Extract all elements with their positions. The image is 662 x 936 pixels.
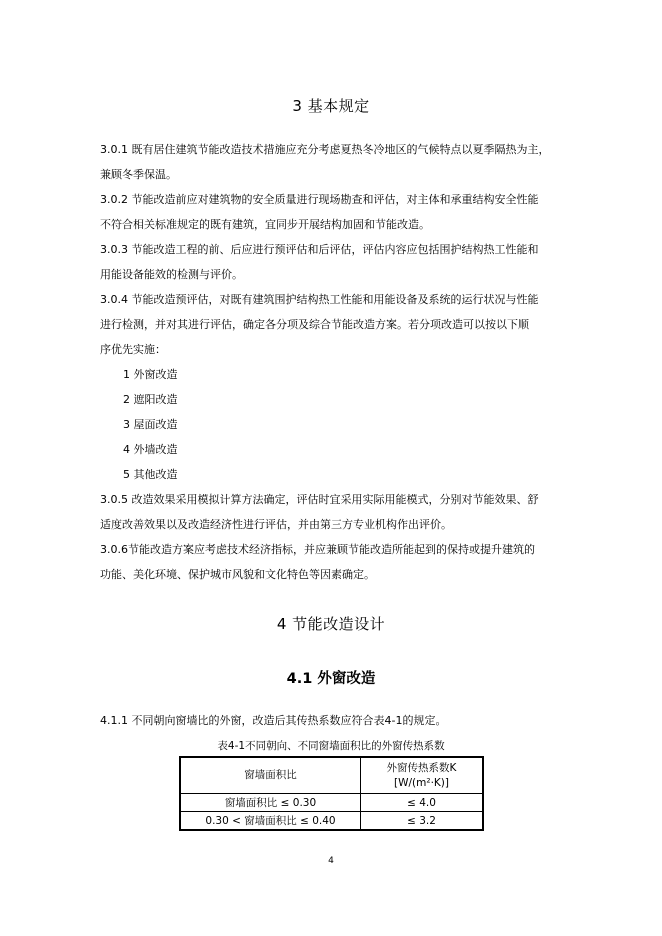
clause-line: 3.0.6节能改造方案应考虑技术经济指标，并应兼顾节能改造所能起到的保持或提升建筑的 bbox=[100, 543, 535, 556]
clause-line: 用能设备能效的检测与评价。 bbox=[100, 268, 243, 281]
k-cell: ≤ 4.0 bbox=[361, 794, 484, 812]
k-cell: ≤ 3.2 bbox=[361, 812, 484, 831]
clause-line: 适度改善效果以及改造经济性进行评估，并由第三方专业机构作出评价。 bbox=[100, 518, 452, 531]
section-3-heading: 3 基本规定 bbox=[292, 97, 370, 115]
clause-line: 序优先实施： bbox=[100, 343, 166, 356]
list-item: 3 屋面改造 bbox=[123, 418, 178, 431]
ratio-cell: 窗墙面积比 ≤ 0.30 bbox=[180, 794, 361, 812]
list-item: 2 遮阳改造 bbox=[123, 393, 178, 406]
clause-line: 兼顾冬季保温。 bbox=[100, 168, 177, 181]
subsection-4-1-heading: 4.1 外窗改造 bbox=[286, 671, 376, 687]
clause-line: 3.0.2 节能改造前应对建筑物的安全质量进行现场勘查和评估，对主体和承重结构安全性能 bbox=[100, 193, 539, 206]
clause-line: 不符合相关标准规定的既有建筑，宜同步开展结构加固和节能改造。 bbox=[100, 218, 430, 231]
ratio-cell: 0.30 < 窗墙面积比 ≤ 0.40 bbox=[180, 812, 361, 831]
list-item: 1 外窗改造 bbox=[123, 368, 178, 381]
table-caption: 表4-1不同朝向、不同窗墙面积比的外窗传热系数 bbox=[217, 740, 445, 752]
clause-4-1-1: 4.1.1 不同朝向窗墙比的外窗，改造后其传热系数应符合表4-1的规定。 bbox=[100, 714, 447, 727]
header-k-line2: [W/(m²·K)] bbox=[394, 776, 449, 789]
window-heat-transfer-table bbox=[179, 756, 484, 831]
list-item: 5 其他改造 bbox=[123, 468, 178, 481]
clause-line: 3.0.1 既有居住建筑节能改造技术措施应充分考虑夏热冬冷地区的气候特点以夏季隔热为主， bbox=[100, 143, 550, 156]
clause-line: 进行检测，并对其进行评估，确定各分项及综合节能改造方案。若分项改造可以按以下顺 bbox=[100, 318, 529, 331]
section-4-heading: 4 节能改造设计 bbox=[276, 615, 386, 633]
header-ratio: 窗墙面积比 bbox=[180, 757, 361, 794]
clause-line: 3.0.4 节能改造预评估，对既有建筑围护结构热工性能和用能设备及系统的运行状况与性能 bbox=[100, 293, 539, 306]
table-row bbox=[180, 794, 483, 812]
table-header-row bbox=[180, 757, 483, 794]
list-item: 4 外墙改造 bbox=[123, 443, 178, 456]
page-number: 4 bbox=[328, 856, 334, 866]
header-k bbox=[361, 757, 484, 794]
clause-line: 功能、美化环境、保护城市风貌和文化特色等因素确定。 bbox=[100, 568, 375, 581]
clause-line: 3.0.3 节能改造工程的前、后应进行预评估和后评估，评估内容应包括围护结构热工性能和 bbox=[100, 243, 539, 256]
header-k-line1: 外窗传热系数K bbox=[386, 761, 457, 774]
clause-line: 3.0.5 改造效果采用模拟计算方法确定，评估时宜采用实际用能模式，分别对节能效果、舒 bbox=[100, 493, 539, 506]
table-row bbox=[180, 812, 483, 831]
